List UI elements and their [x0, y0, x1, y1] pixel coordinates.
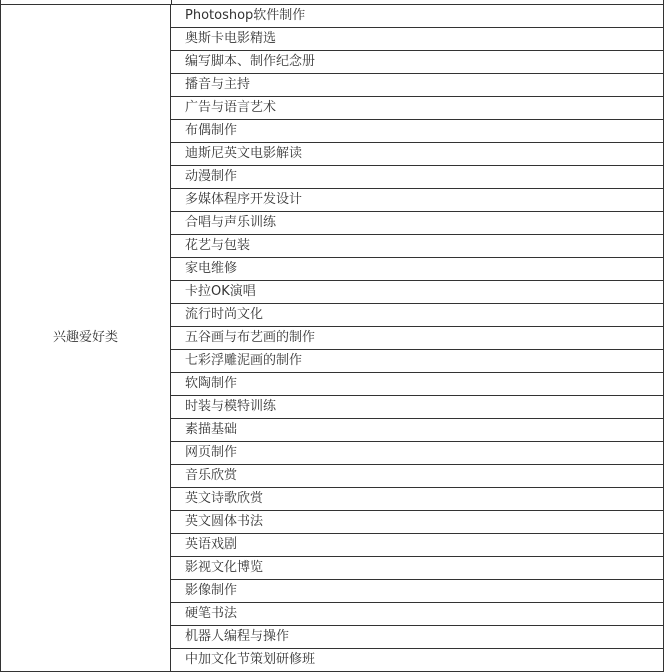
- course-name-cell: 花艺与包装: [171, 235, 664, 258]
- course-name-cell: 奥斯卡电影精选: [171, 28, 664, 51]
- course-name-cell: 网页制作: [171, 442, 664, 465]
- course-name-cell: 多媒体程序开发设计: [171, 189, 664, 212]
- course-name-cell: 七彩浮雕泥画的制作: [171, 350, 664, 373]
- course-table-body: [1, 5, 664, 672]
- course-name-cell: 英文圆体书法: [171, 511, 664, 534]
- course-name-cell: 五谷画与布艺画的制作: [171, 327, 664, 350]
- course-name-cell: 素描基础: [171, 419, 664, 442]
- course-table: [0, 4, 664, 672]
- course-name-cell: 流行时尚文化: [171, 304, 664, 327]
- course-name-cell: 软陶制作: [171, 373, 664, 396]
- course-name-cell: 播音与主持: [171, 74, 664, 97]
- course-name-cell: 编写脚本、制作纪念册: [171, 51, 664, 74]
- course-name-cell: 影视文化博览: [171, 557, 664, 580]
- course-name-cell: 中加文化节策划研修班: [171, 649, 664, 672]
- course-name-cell: 影像制作: [171, 580, 664, 603]
- course-name-cell: 机器人编程与操作: [171, 626, 664, 649]
- course-name-cell: 广告与语言艺术: [171, 97, 664, 120]
- course-name-cell: 英文诗歌欣赏: [171, 488, 664, 511]
- course-name-cell: 布偶制作: [171, 120, 664, 143]
- category-cell: 兴趣爱好类: [1, 5, 171, 672]
- course-name-cell: 英语戏剧: [171, 534, 664, 557]
- course-name-cell: Photoshop软件制作: [171, 5, 664, 28]
- course-name-cell: 时装与模特训练: [171, 396, 664, 419]
- course-name-cell: 动漫制作: [171, 166, 664, 189]
- course-name-cell: 音乐欣赏: [171, 465, 664, 488]
- course-name-cell: 硬笔书法: [171, 603, 664, 626]
- table-row: [1, 5, 664, 28]
- course-name-cell: 迪斯尼英文电影解读: [171, 143, 664, 166]
- course-name-cell: 合唱与声乐训练: [171, 212, 664, 235]
- course-name-cell: 家电维修: [171, 258, 664, 281]
- course-name-cell: 卡拉OK演唱: [171, 281, 664, 304]
